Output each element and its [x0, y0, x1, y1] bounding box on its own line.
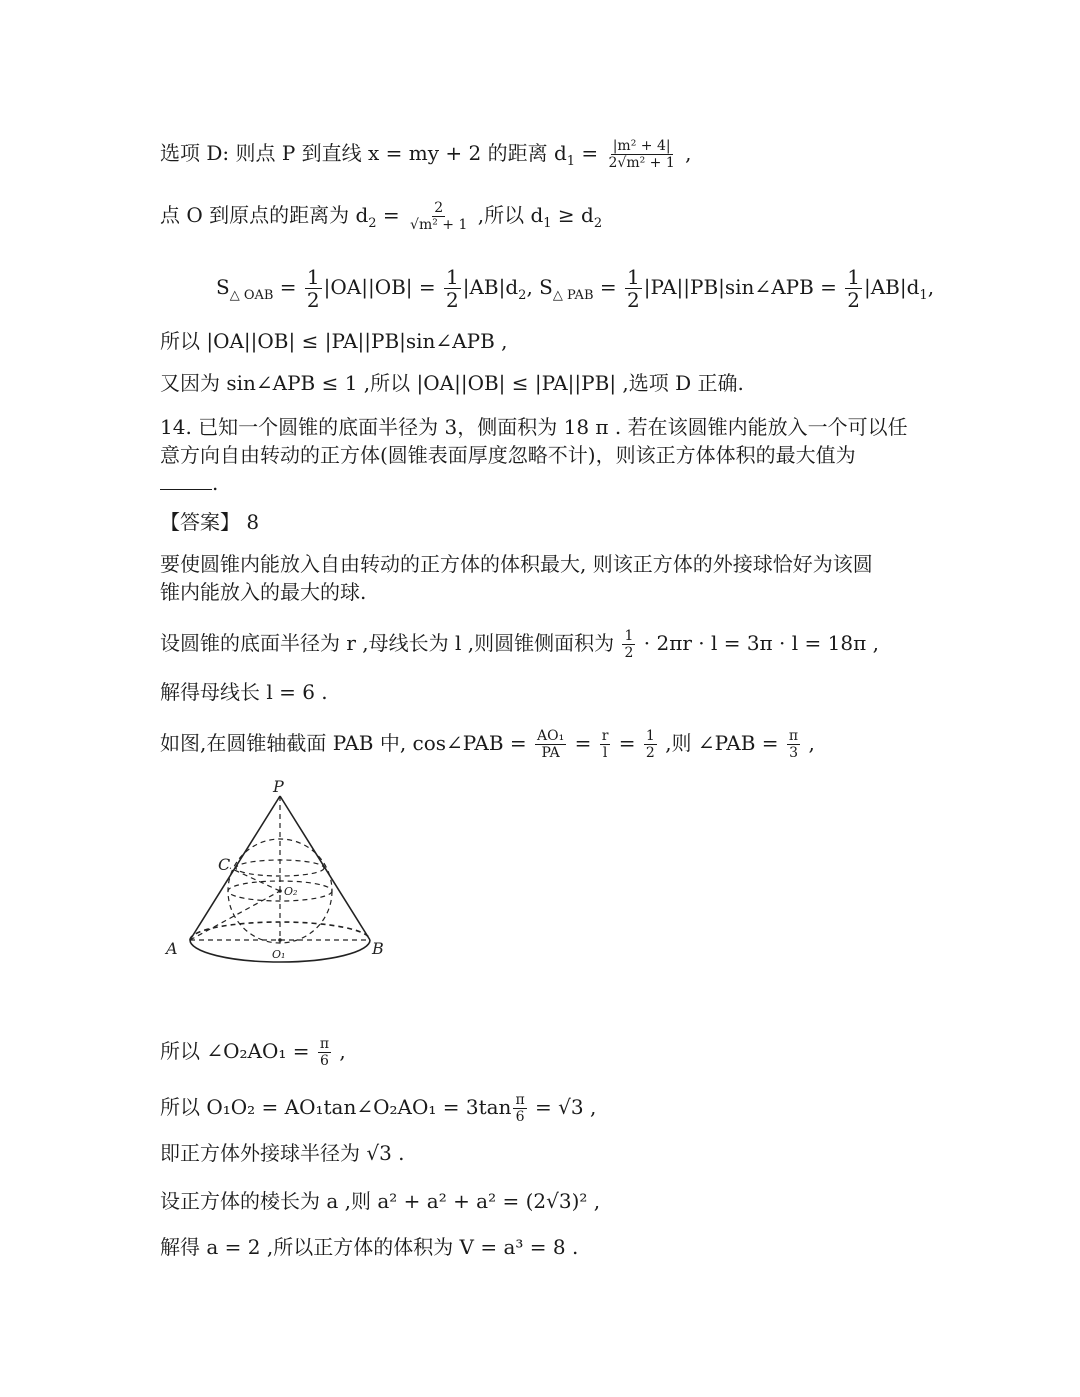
half-fraction: $\frac{1}{2}$	[626, 265, 640, 312]
question-14-line-1: 14. 已知一个圆锥的底面半径为 3，侧面积为 18 π . 若在该圆锥内能放入一个可以任	[160, 415, 908, 439]
answer-step-1: 设圆锥的底面半径为 r ,母线长为 l ,则圆锥侧面积为 $\frac{1}{2}$ · 2πr · l = 3π · l = 18π ,	[160, 628, 879, 661]
cone-side-pb	[280, 796, 370, 940]
answer-paragraph-1: 要使圆锥内能放入自由转动的正方体的体积最大, 则该正方体的外接球恰好为该圆	[160, 552, 873, 576]
cone-side-pa	[190, 796, 280, 940]
half-fraction: $\frac{1}{2}$	[645, 728, 655, 761]
label-o2: O₂	[284, 885, 298, 898]
fraction: $\frac{\pi}{6}$	[319, 1036, 330, 1069]
label-o1: O₁	[272, 948, 286, 961]
answer-step-2: 解得母线长 l = 6 .	[160, 680, 328, 704]
fraction: $\frac{\pi}{6}$	[515, 1092, 525, 1125]
answer-step-3: 如图,在圆锥轴截面 PAB 中, cos∠PAB = $\frac{\text{AO₁}}{PA}$ = $\frac{r}{l}$ = $\frac{1}{2}$ ,则 ∠PAB = $\frac{\pi}{3}$ ,	[160, 728, 815, 761]
answer-step-5: 所以 O₁O₂ = AO₁tan∠O₂AO₁ = 3tan $\frac{\pi}{6}$ = √3 ,	[160, 1092, 597, 1125]
answer-step-4: 所以 ∠O₂AO₁ = $\frac{\pi}{6}$ ,	[160, 1036, 346, 1069]
fraction: $\frac{\text{AO₁}}{PA}$	[537, 728, 565, 761]
option-d-line-5: 又因为 sin∠APB ≤ 1 ,所以 |OA||OB| ≤ |PA||PB| ,选项 D 正确.	[160, 371, 744, 395]
option-d-line-2: 点 O 到原点的距离为 $d_2$ = $\frac{2}{\text{√m² + 1}}$ ,所以 $d_1 \ge d_2$	[160, 200, 603, 233]
answer-paragraph-2: 锥内能放入的最大的球.	[160, 580, 367, 604]
fraction: $\frac{\pi}{3}$	[788, 728, 799, 761]
fraction: $\frac{r}{l}$	[601, 728, 609, 761]
half-fraction: $\frac{1}{2}$	[306, 265, 320, 312]
half-fraction: $\frac{1}{2}$	[624, 628, 634, 661]
cone-diagram	[160, 778, 400, 978]
answer-step-6: 即正方体外接球半径为 √3 .	[160, 1141, 405, 1165]
option-d-line-1: 选项 D: 则点 P 到直线 x = my + 2 的距离 $d_1$ = $\frac{\text{|m² + 4|}}{\text{2√m² + 1}}$ ,	[160, 138, 692, 171]
label-p: P	[273, 778, 284, 796]
radius-o2c	[230, 868, 280, 891]
point-o2	[278, 889, 282, 893]
answer-step-8: 解得 a = 2 ,所以正方体的体积为 V = a³ = 8 .	[160, 1235, 579, 1259]
point-o1	[278, 938, 282, 942]
option-d-area-equation: $S_{\triangle OAB}$ = $\frac{1}{2}$ |OA||OB| = $\frac{1}{2}$ $|AB|d_2$, $S_{\triangle PAB}$ = $\frac{1}{2}$ |PA||PB|sin∠APB = $\frac{1}{2}$ $|AB|d_1$,	[216, 265, 935, 312]
question-14-line-2: 意方向自由转动的正方体(圆锥表面厚度忽略不计)，则该正方体体积的最大值为	[160, 443, 856, 467]
answer-step-7: 设正方体的棱长为 a ,则 a² + a² + a² = (2√3)² ,	[160, 1189, 601, 1213]
answer-label: 【答案】 8	[160, 510, 260, 534]
segment-ao2	[190, 891, 280, 940]
option-d-line-4: 所以 |OA||OB| ≤ |PA||PB|sin∠APB ,	[160, 329, 508, 353]
fraction: $\frac{2}{\text{√m² + 1}}$	[410, 200, 468, 233]
answer-blank	[160, 469, 212, 490]
half-fraction: $\frac{1}{2}$	[847, 265, 860, 312]
label-c: C	[218, 855, 231, 874]
half-fraction: $\frac{1}{2}$	[446, 265, 459, 312]
label-a: A	[166, 939, 178, 958]
fraction: $\frac{\text{|m² + 4|}}{\text{2√m² + 1}}$	[608, 138, 675, 171]
label-b: B	[372, 939, 384, 958]
question-14-line-3: .	[160, 468, 218, 498]
